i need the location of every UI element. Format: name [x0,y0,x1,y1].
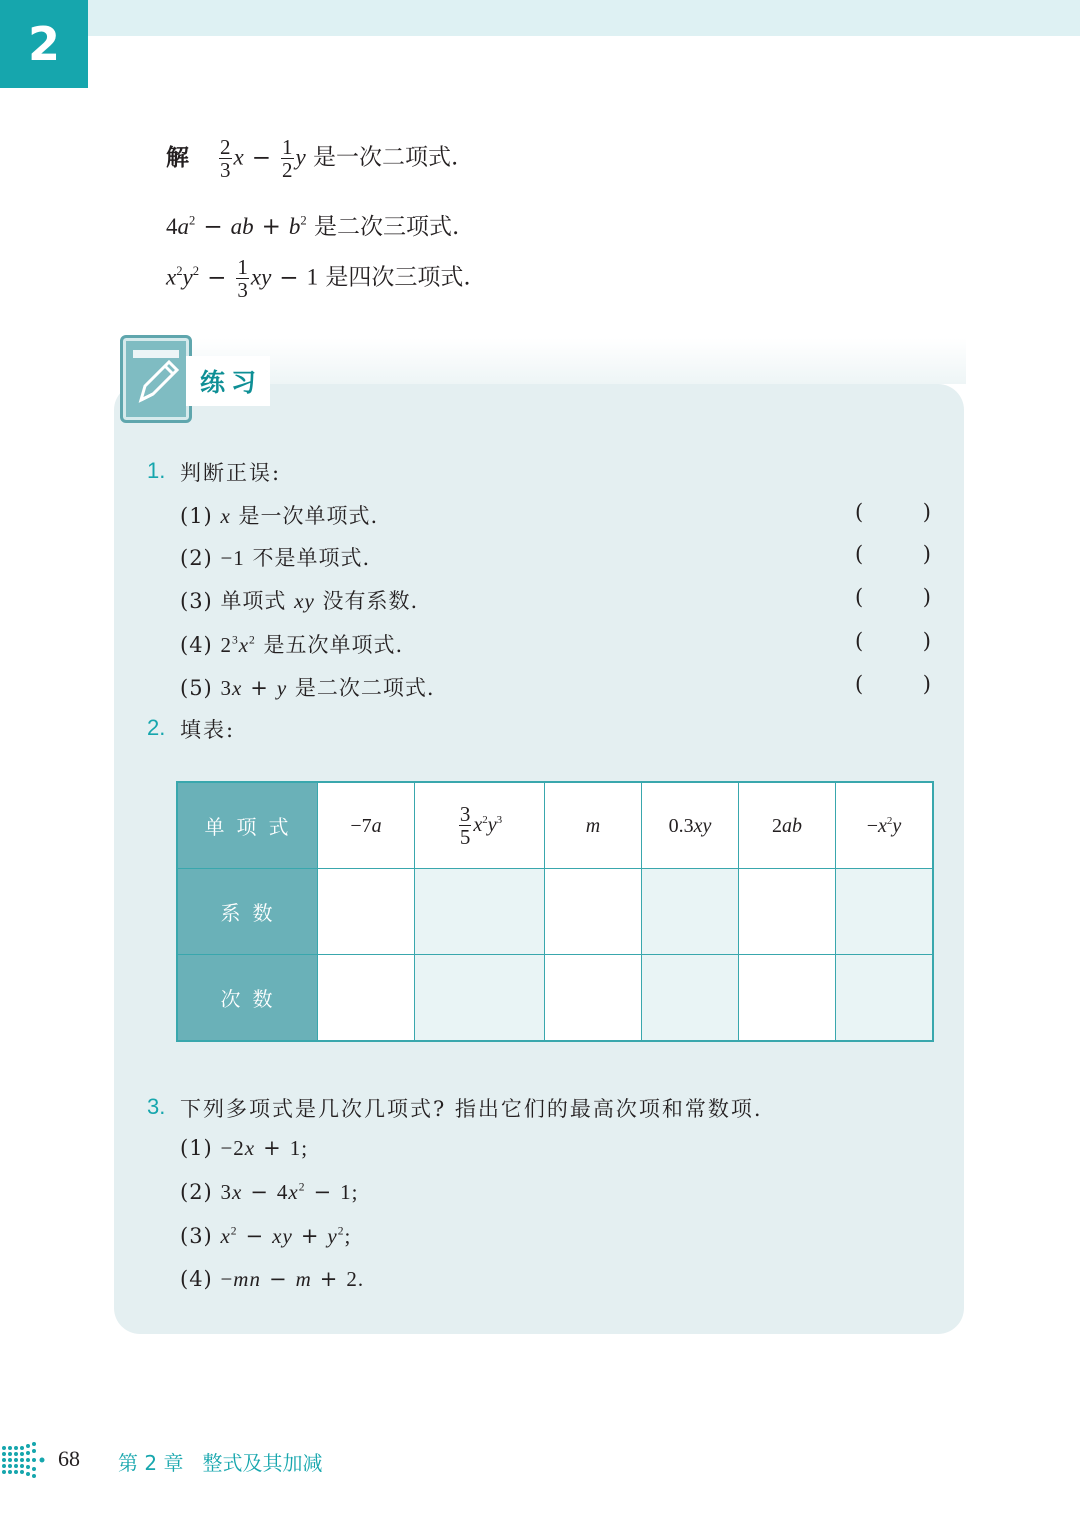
coefficient-cell[interactable] [318,869,415,955]
footer-dots-icon [0,1440,54,1480]
question-1-number: 1. [147,458,166,483]
answer-blank-4[interactable]: ( ) [855,629,931,653]
q3-item-3: (3) $x^2$ − xy + $y^2$; [180,1224,352,1248]
chapter-number-label: 第 2 章 [118,1451,184,1475]
solution-lead: 解 [166,144,189,171]
solution-line-2: $4a^2$ − ab + $b^2$ 是二次三项式. [166,213,460,240]
answer-blank-5[interactable]: ( ) [855,672,931,696]
solution-line-1: 解 $\frac{2}{3}$ x − $\frac{1}{2}$ y 是一次二项式. [166,135,459,183]
fraction-1-3: $\frac{1}{3}$ [237,255,248,303]
table-row-degree [177,955,933,1042]
q1-item-5: (5) 3x + y 是二次二项式. [180,676,435,700]
degree-cell[interactable] [318,955,415,1042]
degree-cell[interactable] [545,955,642,1042]
solution-line-3-text: 是四次三项式. [325,264,471,291]
solution-line-1-text: 是一次二项式. [313,144,459,171]
answer-blank-1[interactable]: ( ) [855,500,931,524]
pencil-notebook-icon [120,335,192,423]
monomial-cell-6: $-x^2y$ [836,782,934,869]
q1-item-3: (3) 单项式 xy 没有系数. [180,589,419,613]
top-banner [88,0,1080,36]
monomial-cell-1: −7a [318,782,415,869]
question-3-prompt: 下列多项式是几次几项式? 指出它们的最高次项和常数项. [180,1097,763,1121]
exercise-title: 练习 [186,356,270,406]
table-row-monomials [177,782,933,869]
chapter-number-badge: 2 [0,0,88,88]
fraction-1-2: $\frac{1}{2}$ [282,135,293,183]
row-header-coefficient: 系数 [177,869,318,955]
q3-item-4: (4) −mn − m + 2. [180,1267,365,1291]
solution-line-2-text: 是二次三项式. [314,214,460,240]
solution-line-3: $x^2y^2$ − $\frac{1}{3}$ xy − 1 是四次三项式. [166,255,471,303]
panel-top-fade [190,338,966,384]
degree-cell[interactable] [642,955,739,1042]
monomial-cell-2: $\frac{3}{5}$ $x^2y^3$ [415,782,545,869]
chapter-title: 整式及其加减 [202,1451,323,1475]
q1-item-2: (2) −1 不是单项式. [180,546,371,570]
monomial-cell-3: m [545,782,642,869]
fraction-2-3: $\frac{2}{3}$ [220,135,231,183]
coefficient-cell[interactable] [739,869,836,955]
monomial-cell-4: 0.3xy [642,782,739,869]
degree-cell[interactable] [415,955,545,1042]
answer-blank-3[interactable]: ( ) [855,585,931,609]
coefficient-cell[interactable] [545,869,642,955]
q1-item-4: (4) $2^3x^2$ 是五次单项式. [180,633,404,657]
question-3-number: 3. [147,1094,166,1119]
coefficient-cell[interactable] [415,869,545,955]
row-header-monomial: 单项式 [177,782,318,869]
coefficient-cell[interactable] [642,869,739,955]
table-row-coefficient [177,869,933,955]
fill-in-table [176,781,934,1042]
monomial-cell-5: 2ab [739,782,836,869]
question-2-prompt: 填表: [180,718,236,742]
q1-item-1: (1) x 是一次单项式. [180,504,379,528]
coefficient-cell[interactable] [836,869,934,955]
row-header-degree: 次数 [177,955,318,1042]
degree-cell[interactable] [836,955,934,1042]
page-number: 68 [58,1446,80,1471]
question-1-prompt: 判断正误: [180,461,282,485]
q3-item-1: (1) −2x + 1; [180,1136,309,1160]
q3-item-2: (2) $3x - 4x^2 - 1$; [180,1180,359,1204]
chapter-label [118,1447,323,1476]
answer-blank-2[interactable]: ( ) [855,542,931,566]
degree-cell[interactable] [739,955,836,1042]
question-2-number: 2. [147,715,166,740]
